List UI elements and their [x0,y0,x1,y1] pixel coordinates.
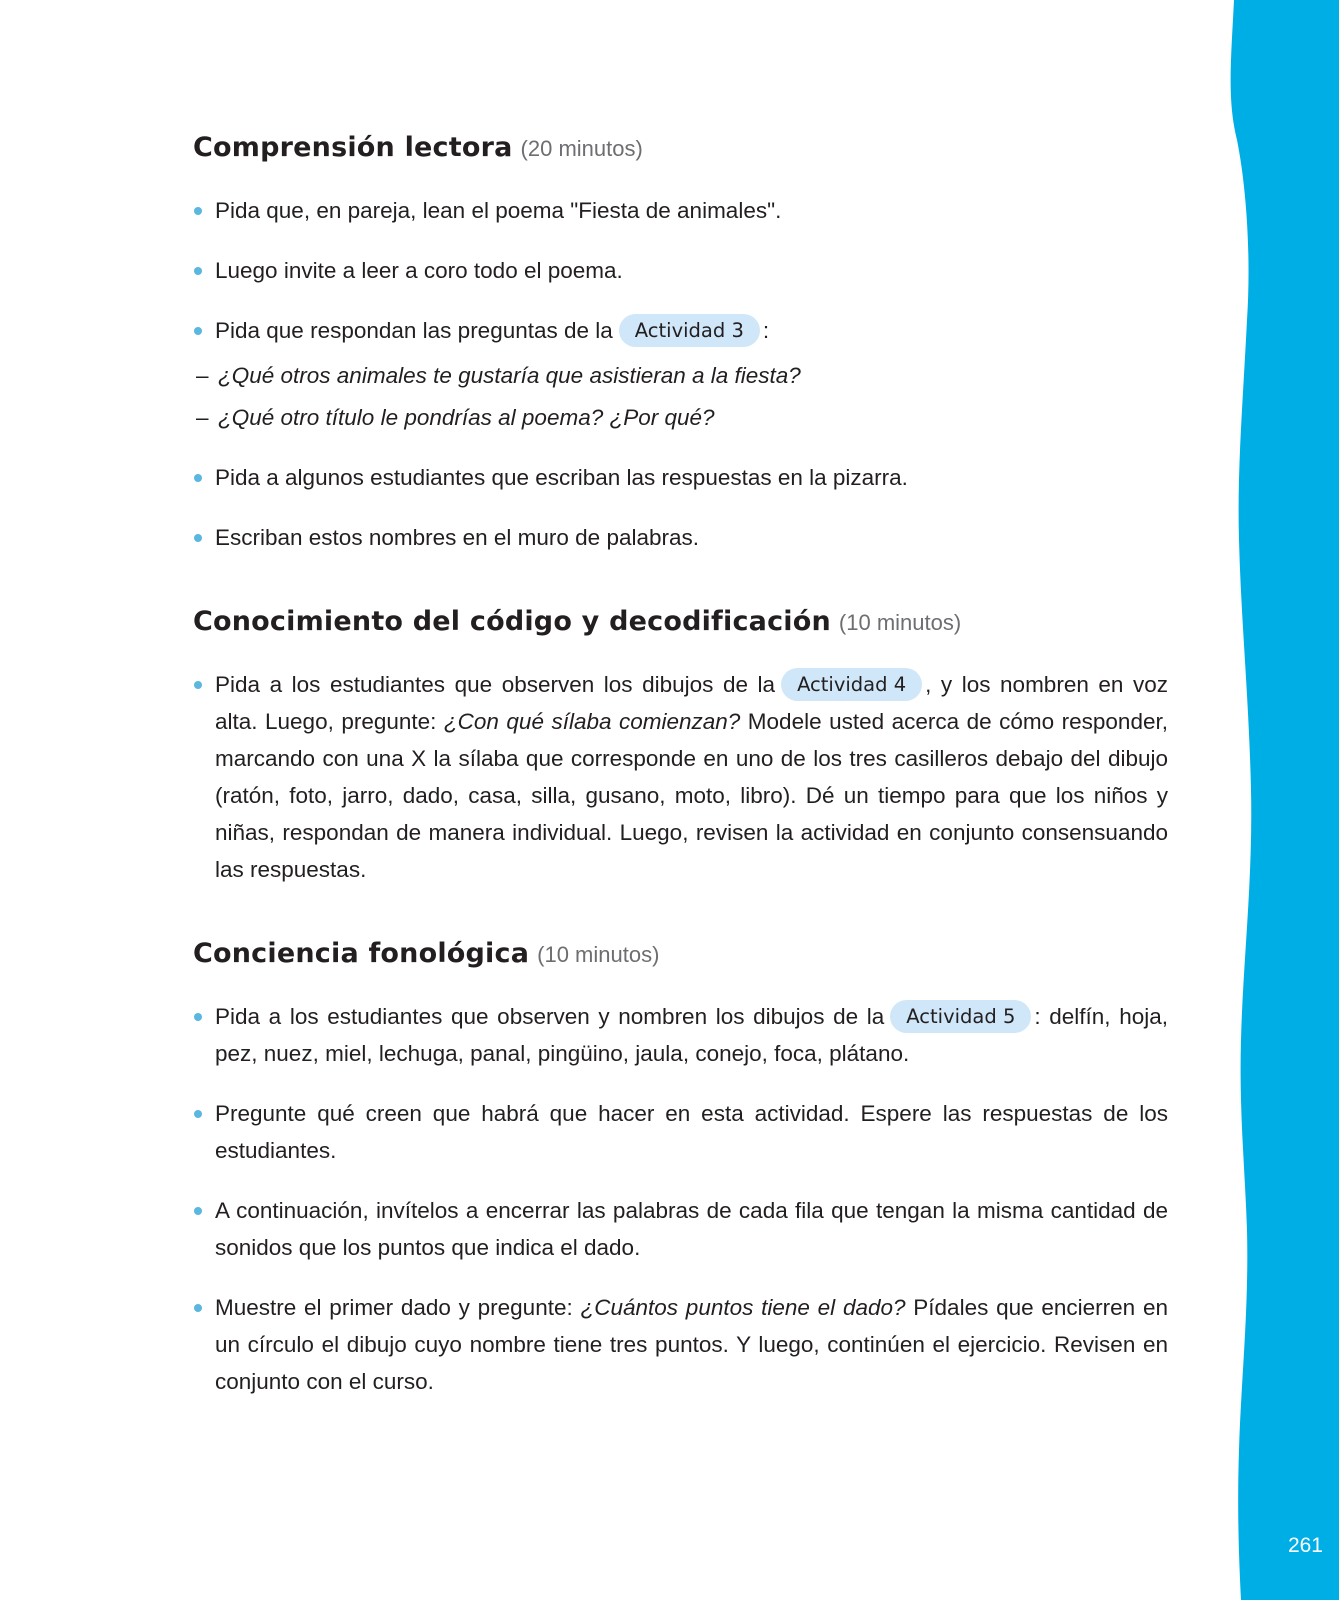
section-title: Comprensión lectora [193,132,513,163]
bullet-icon [194,267,202,275]
activity-badge: Actividad 3 [619,314,760,347]
list-item [193,1192,1168,1266]
item-text: Modele usted acerca de cómo responder, marcando con una X la sílaba que corresponde en uno de los tres casilleros debajo del dibujo (ratón, foto, jarro, dado, casa, silla, gusano, moto, libro). Dé un tiempo para que los niños y niñas, respondan de manera individual. Luego, revisen la actividad en conjunto consensuando las respuestas. [215,709,1168,882]
item-question: ¿Cuántos puntos tiene el dado? [580,1295,906,1320]
section-duration: (10 minutos) [537,942,660,967]
section-conocimiento-codigo [193,602,1168,888]
activity-badge: Actividad 4 [781,668,922,701]
list-item [193,192,1168,229]
bullet-icon [194,1110,202,1118]
question-item [193,399,1168,436]
list-item [193,252,1168,289]
item-text: Pida que, en pareja, lean el poema "Fiesta de animales". [215,198,782,223]
question-item [193,357,1168,394]
item-text: A continuación, invítelos a encerrar las palabras de cada fila que tengan la misma cantidad de sonidos que los puntos que indica el dado. [215,1198,1168,1260]
section-heading [193,602,1168,646]
item-text: Escriban estos nombres en el muro de palabras. [215,525,700,550]
section-heading [193,934,1168,978]
bullet-list [193,666,1168,888]
bullet-icon [194,534,202,542]
bullet-icon [194,1304,202,1312]
decorative-side-band [1229,0,1339,1600]
item-text: Pida a los estudiantes que observen y nombren los dibujos de la [215,1004,885,1029]
list-item [193,666,1168,888]
bullet-list [193,192,1168,556]
item-text: Pida a algunos estudiantes que escriban las respuestas en la pizarra. [215,465,908,490]
question-list [196,357,1168,436]
item-text: Pídales que encierren en un círculo el dibujo cuyo nombre tiene tres puntos. Y luego, continúen el ejercicio. Revisen en conjunto con el curso. [215,1295,1168,1394]
item-text: , y los nombren en voz alta. Luego, pregunte: [215,672,1168,734]
list-item [193,312,1168,436]
list-item [193,459,1168,496]
item-text: Pida que respondan las preguntas de la [215,318,613,343]
bullet-list [193,998,1168,1400]
item-text: Pregunte qué creen que habrá que hacer en esta actividad. Espere las respuestas de los estudiantes. [215,1101,1168,1163]
bullet-icon [194,207,202,215]
section-duration: (20 minutos) [520,136,643,161]
item-text: : [762,318,770,343]
activity-badge: Actividad 5 [890,1000,1031,1033]
item-text: Muestre el primer dado y pregunte: [215,1295,573,1320]
document-body [193,128,1168,1446]
section-duration: (10 minutos) [838,610,962,635]
list-item [193,998,1168,1072]
question-text: ¿Qué otros animales te gustaría que asistieran a la fiesta? [218,363,801,388]
section-title: Conciencia fonológica [193,938,530,969]
bullet-icon [194,474,202,482]
item-text: : delfín, hoja, pez, nuez, miel, lechuga, panal, pingüino, jaula, conejo, foca, plátano. [215,1004,1168,1066]
section-conciencia-fonologica [193,934,1168,1400]
item-question: ¿Con qué sílaba comienzan? [443,709,741,734]
section-heading [193,128,1168,172]
page-number: 261 [1287,1534,1323,1557]
list-item [193,519,1168,556]
item-text: Luego invite a leer a coro todo el poema. [215,258,623,283]
section-comprension-lectora [193,128,1168,556]
list-item [193,1095,1168,1169]
bullet-icon [194,681,202,689]
dash-icon: – [196,405,209,430]
bullet-icon [194,327,202,335]
dash-icon: – [196,363,209,388]
question-text: ¿Qué otro título le pondrías al poema? ¿Por qué? [218,405,715,430]
item-text: Pida a los estudiantes que observen los dibujos de la [215,672,776,697]
section-title: Conocimiento del código y decodificación [193,606,831,637]
list-item [193,1289,1168,1400]
bullet-icon [194,1207,202,1215]
bullet-icon [194,1013,202,1021]
